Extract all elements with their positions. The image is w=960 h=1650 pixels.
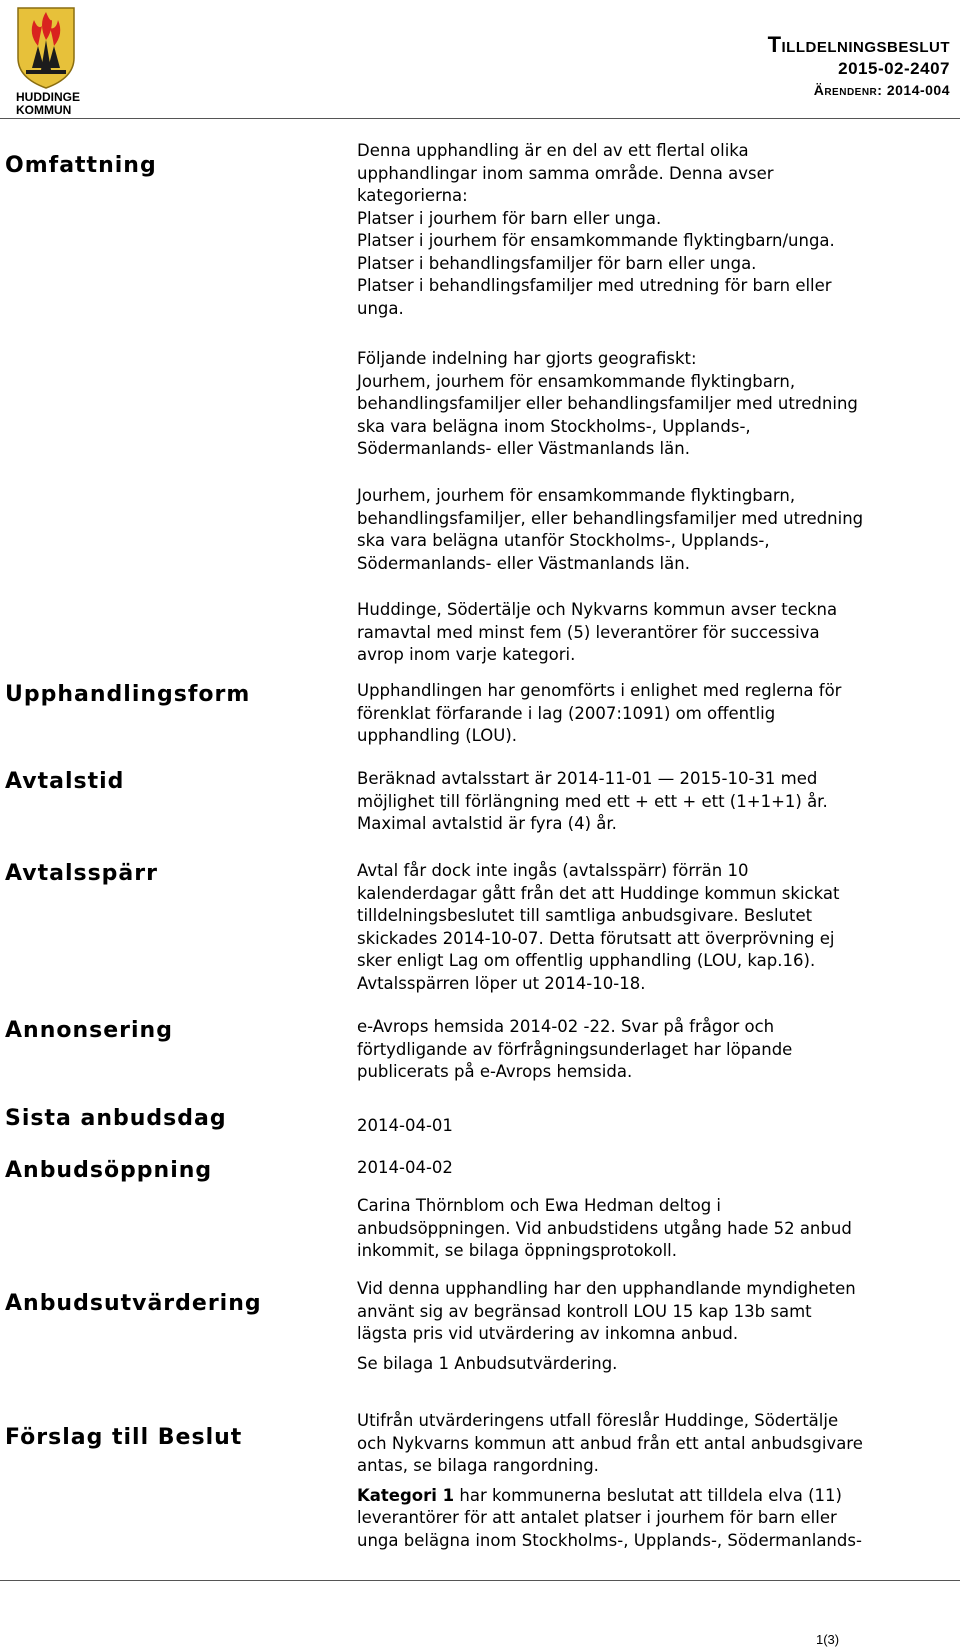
text-line: behandlingsfamiljer eller behandlingsfamiljer med utredning <box>357 394 858 413</box>
omfattning-outside <box>357 485 947 575</box>
text-line: antas, se bilaga rangordning. <box>357 1456 599 1475</box>
sista-anbudsdag-value: 2014-04-01 <box>357 1116 453 1135</box>
text-line: förenklat förfarande i lag (2007:1091) om offentlig <box>357 703 776 723</box>
document-header <box>768 32 950 100</box>
label-anbudsutvardering: Anbudsutvärdering <box>5 1291 262 1316</box>
logo-text-line2: KOMMUN <box>16 103 72 117</box>
text-line: Avtalsspärren löper ut 2014-10-18. <box>357 973 646 993</box>
text-line: tilldelningsbeslutet till samtliga anbudsgivare. Beslutet <box>357 906 813 925</box>
label-anbudsoppning: Anbudsöppning <box>5 1158 213 1183</box>
text-line: har kommunerna beslutat att tilldela elva (11) <box>454 1485 842 1505</box>
text-line: och Nykvarns kommun att anbud från ett antal anbudsgivare <box>357 1433 863 1453</box>
text-line: Beräknad avtalsstart är 2014-11-01 — 2015-10-31 med <box>357 769 818 788</box>
anbudsoppning-value: 2014-04-02 <box>357 1158 453 1177</box>
document-title: Tilldelningsbeslut <box>767 32 950 57</box>
text-line: publicerats på e-Avrops hemsida. <box>357 1062 633 1081</box>
text-line: Upphandlingen har genomförts i enlighet med reglerna för <box>357 681 842 700</box>
text-line: behandlingsfamiljer, eller behandlingsfamiljer med utredning <box>357 508 864 528</box>
category-item: Platser i jourhem för ensamkommande flyktingbarn/unga. <box>357 231 835 250</box>
text-line: upphandlingar inom samma område. Denna avser <box>357 163 774 183</box>
crest-icon <box>14 6 78 90</box>
text-line: Södermanlands- eller Västmanlands län. <box>357 553 690 573</box>
text-line: kategorierna: <box>357 186 468 205</box>
kategori-label: Kategori 1 <box>357 1485 455 1505</box>
text-line: använt sig av begränsad kontroll LOU 15 kap 13b samt <box>357 1301 812 1321</box>
text-line: upphandling (LOU). <box>357 726 518 745</box>
text-line: sker enligt Lag om offentlig upphandling (LOU, kap.16). <box>357 951 816 970</box>
anbudsutvardering-note: Se bilaga 1 Anbudsutvärdering. <box>357 1353 618 1373</box>
text-line: förtydligande av förfrågningsunderlaget har löpande <box>357 1039 793 1059</box>
text-line: ramavtal med minst fem (5) leverantörer för successiva <box>357 622 820 642</box>
label-omfattning: Omfattning <box>5 153 157 178</box>
text-line: ska vara belägna inom Stockholms-, Upplands-, <box>357 416 751 436</box>
document-reference: Ärendenr: 2014-004 <box>813 82 950 98</box>
category-item: Platser i behandlingsfamiljer med utredning för barn eller <box>357 276 832 295</box>
text-line: Vid denna upphandling har den upphandlande myndigheten <box>357 1279 856 1298</box>
annonsering-text <box>357 1016 947 1084</box>
text-line: Jourhem, jourhem för ensamkommande flyktingbarn, <box>357 486 796 505</box>
header-divider <box>0 118 960 119</box>
text-line: Avtal får dock inte ingås (avtalsspärr) förrän 10 <box>357 861 749 880</box>
upphandlingsform-text <box>357 680 947 748</box>
text-line: avrop inom varje kategori. <box>357 645 576 664</box>
label-sista-anbudsdag: Sista anbudsdag <box>5 1106 227 1131</box>
text-line: skickades 2014-10-07. Detta förutsatt att överprövning ej <box>357 928 835 948</box>
text-line: inkommit, se bilaga öppningsprotokoll. <box>357 1241 678 1260</box>
label-avtalstid: Avtalstid <box>5 769 125 794</box>
avtalstid-text <box>357 768 947 836</box>
text-line: Denna upphandling är en del av ett flertal olika <box>357 141 749 160</box>
text-line: e-Avrops hemsida 2014-02 -22. Svar på frågor och <box>357 1017 775 1036</box>
text-line: lägsta pris vid utvärdering av inkomna anbud. <box>357 1324 739 1343</box>
text-line: möjlighet till förlängning med ett + ett + ett (1+1+1) år. <box>357 791 828 811</box>
text-line: Följande indelning har gjorts geografiskt: <box>357 349 697 368</box>
omfattning-ramavtal <box>357 599 947 667</box>
anbudsutvardering-text <box>357 1278 947 1375</box>
logo-text-line1: HUDDINGE <box>16 90 81 104</box>
footer-divider <box>0 1580 960 1581</box>
category-item: Platser i behandlingsfamiljer för barn eller unga. <box>357 253 757 273</box>
huddinge-kommun-logo <box>14 6 84 118</box>
label-forslag-till-beslut: Förslag till Beslut <box>5 1425 243 1450</box>
text-line: Utifrån utvärderingens utfall föreslår Huddinge, Södertälje <box>357 1411 839 1430</box>
category-item: Platser i jourhem för barn eller unga. <box>357 208 662 228</box>
label-avtalssparr: Avtalsspärr <box>5 861 158 886</box>
text-line: Huddinge, Södertälje och Nykvarns kommun avser teckna <box>357 600 838 619</box>
anbudsoppning-text <box>357 1195 947 1263</box>
text-line: ska vara belägna utanför Stockholms-, Upplands-, <box>357 531 770 550</box>
text-line: Maximal avtalstid är fyra (4) år. <box>357 814 617 833</box>
text-line: Jourhem, jourhem för ensamkommande flyktingbarn, <box>357 371 796 391</box>
text-line: unga belägna inom Stockholms-, Upplands-, Södermanlands- <box>357 1530 862 1550</box>
omfattning-text <box>357 140 947 320</box>
text-line: leverantörer för att antalet platser i jourhem för barn eller <box>357 1508 837 1527</box>
text-line: Södermanlands- eller Västmanlands län. <box>357 439 690 458</box>
kategori-line <box>357 1485 957 1508</box>
forslag-text <box>357 1410 957 1552</box>
document-date: 2015-02-2407 <box>838 59 950 78</box>
text-line: anbudsöppningen. Vid anbudstidens utgång hade 52 anbud <box>357 1218 852 1238</box>
page-number: 1(3) <box>816 1632 840 1647</box>
text-line: Carina Thörnblom och Ewa Hedman deltog i <box>357 1196 722 1215</box>
omfattning-geography <box>357 348 947 461</box>
text-line: kalenderdagar gått från det att Huddinge kommun skickat <box>357 883 840 903</box>
label-upphandlingsform: Upphandlingsform <box>5 682 251 707</box>
category-item: unga. <box>357 298 404 318</box>
label-annonsering: Annonsering <box>5 1018 173 1043</box>
avtalssparr-text <box>357 860 947 995</box>
